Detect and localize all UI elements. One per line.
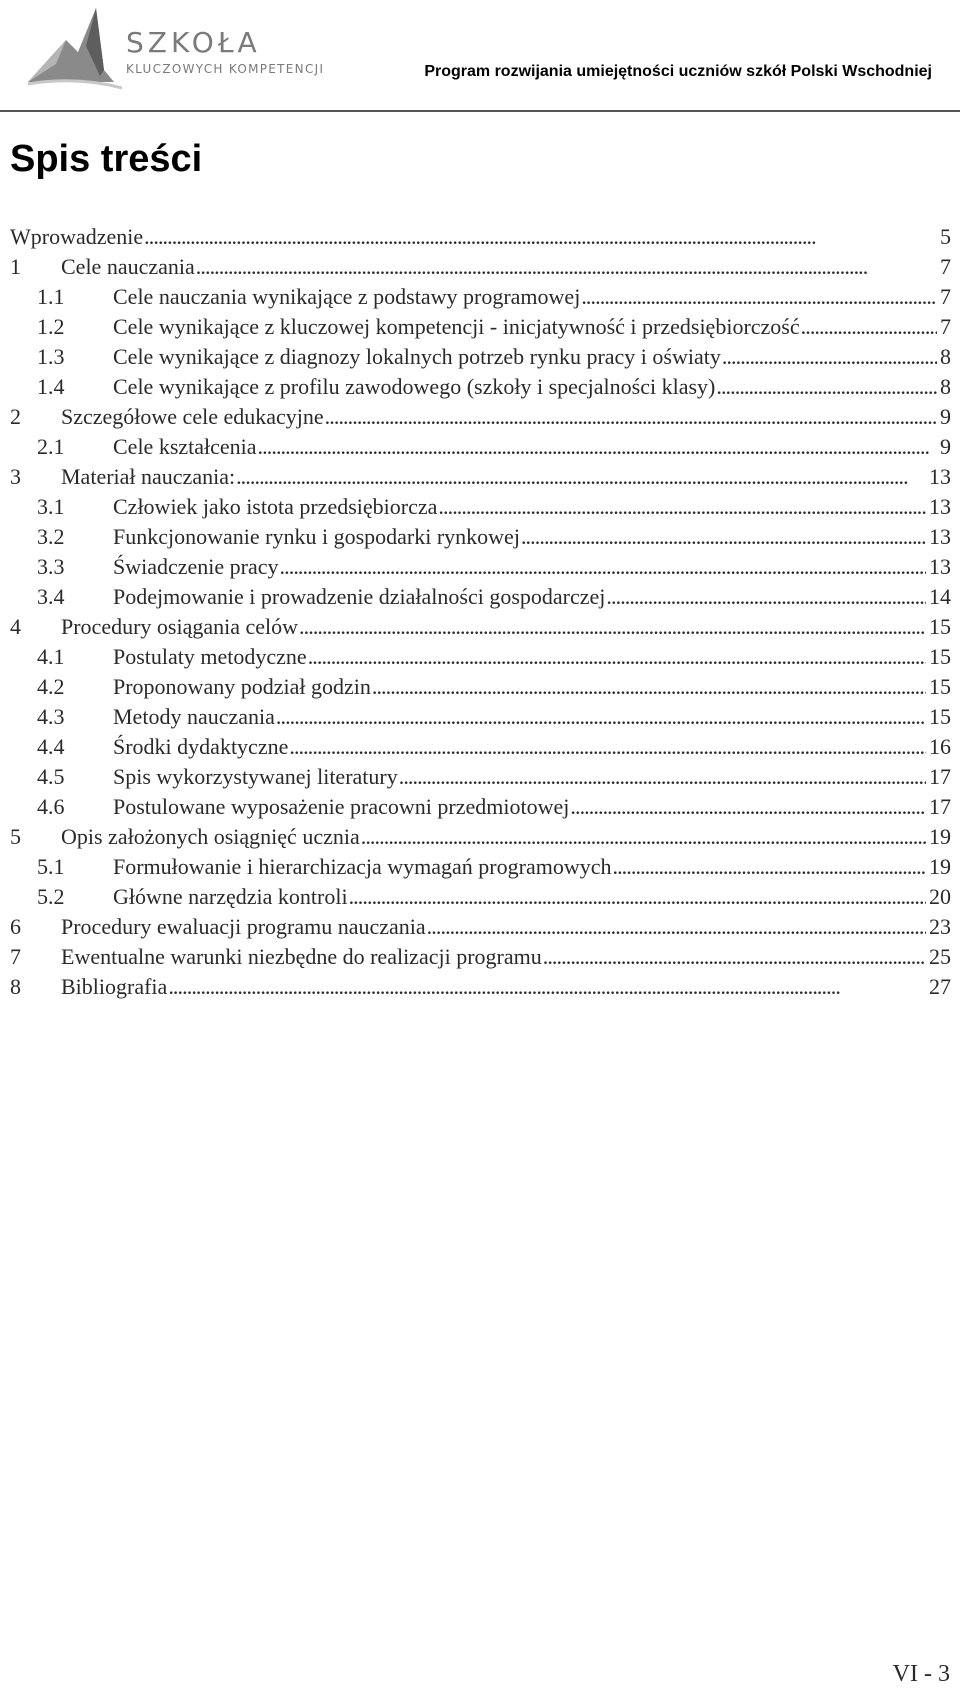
toc-entry-number: 2.1 bbox=[37, 434, 65, 459]
toc-entry[interactable] bbox=[10, 282, 960, 312]
toc-dot-leader bbox=[438, 492, 926, 522]
toc-entry-number: 1.2 bbox=[37, 314, 65, 339]
toc-entry[interactable] bbox=[10, 522, 960, 552]
toc-entry-title: Środki dydaktyczne bbox=[113, 734, 289, 759]
toc-entry-page: 14 bbox=[929, 584, 951, 609]
toc-entry[interactable] bbox=[10, 342, 960, 372]
toc-entry-title: Bibliografia bbox=[61, 974, 168, 999]
toc-entry-number: 3 bbox=[10, 464, 21, 489]
toc-entry-title: Świadczenie pracy bbox=[113, 554, 279, 579]
toc-entry-page: 7 bbox=[940, 314, 951, 339]
mountain-logo-icon bbox=[26, 6, 122, 90]
toc-entry-page: 25 bbox=[929, 944, 951, 969]
toc-title: Spis treści bbox=[10, 138, 203, 180]
toc-entry-page: 9 bbox=[940, 404, 951, 429]
toc-dot-leader bbox=[427, 912, 926, 942]
toc-entry-title: Opis założonych osiągnięć ucznia bbox=[61, 824, 360, 849]
toc-entry-title: Procedury osiągania celów bbox=[61, 614, 299, 639]
toc-entry-title: Procedury ewaluacji programu nauczania bbox=[61, 914, 426, 939]
toc-entry-title: Metody nauczania bbox=[113, 704, 275, 729]
toc-entry-number: 1.3 bbox=[37, 344, 65, 369]
toc-entry[interactable] bbox=[10, 942, 960, 972]
toc-entry[interactable] bbox=[10, 702, 960, 732]
toc-entry-title: Formułowanie i hierarchizacja wymagań programowych bbox=[113, 854, 612, 879]
toc-entry[interactable] bbox=[10, 762, 960, 792]
toc-dot-leader bbox=[570, 792, 926, 822]
toc-entry[interactable] bbox=[10, 732, 960, 762]
toc-dot-leader bbox=[196, 252, 937, 282]
toc-dot-leader bbox=[722, 342, 937, 372]
toc-dot-leader bbox=[325, 402, 937, 432]
toc-entry[interactable] bbox=[10, 852, 960, 882]
toc-entry-page: 17 bbox=[929, 764, 951, 789]
toc-entry[interactable] bbox=[10, 642, 960, 672]
toc-entry-number: 4.6 bbox=[37, 794, 65, 819]
table-of-contents bbox=[10, 222, 960, 1002]
toc-entry-page: 13 bbox=[929, 524, 951, 549]
toc-entry[interactable] bbox=[10, 402, 960, 432]
toc-entry-page: 5 bbox=[940, 224, 951, 249]
program-name: Program rozwijania umiejętności uczniów szkół Polski Wschodniej bbox=[424, 63, 932, 80]
page-header bbox=[0, 0, 960, 112]
toc-entry[interactable] bbox=[10, 462, 960, 492]
toc-entry-page: 13 bbox=[929, 494, 951, 519]
toc-dot-leader bbox=[144, 222, 937, 252]
toc-entry-number: 3.4 bbox=[37, 584, 65, 609]
toc-entry[interactable] bbox=[10, 252, 960, 282]
toc-dot-leader bbox=[372, 672, 926, 702]
toc-entry-page: 15 bbox=[929, 614, 951, 639]
toc-entry-number: 3.1 bbox=[37, 494, 65, 519]
toc-dot-leader bbox=[236, 462, 926, 492]
toc-entry-page: 27 bbox=[929, 974, 951, 999]
toc-entry-page: 20 bbox=[929, 884, 951, 909]
toc-entry[interactable] bbox=[10, 822, 960, 852]
toc-entry[interactable] bbox=[10, 312, 960, 342]
toc-entry-title: Cele wynikające z profilu zawodowego (szkoły i specjalności klasy) bbox=[113, 374, 716, 399]
toc-entry[interactable] bbox=[10, 372, 960, 402]
school-logo bbox=[26, 6, 326, 90]
toc-entry[interactable] bbox=[10, 882, 960, 912]
toc-dot-leader bbox=[606, 582, 926, 612]
toc-entry-number: 2 bbox=[10, 404, 21, 429]
toc-entry-title: Szczegółowe cele edukacyjne bbox=[61, 404, 324, 429]
toc-entry-title: Cele nauczania wynikające z podstawy programowej bbox=[113, 284, 581, 309]
toc-entry[interactable] bbox=[10, 672, 960, 702]
toc-entry-page: 8 bbox=[940, 344, 951, 369]
toc-dot-leader bbox=[168, 972, 926, 1002]
toc-dot-leader bbox=[299, 612, 926, 642]
logo-subtitle: KLUCZOWYCH KOMPETENCJI bbox=[126, 62, 325, 76]
toc-entry-number: 5 bbox=[10, 824, 21, 849]
toc-dot-leader bbox=[280, 552, 926, 582]
toc-entry[interactable] bbox=[10, 432, 960, 462]
toc-dot-leader bbox=[289, 732, 926, 762]
toc-entry-number: 4.1 bbox=[37, 644, 65, 669]
toc-dot-leader bbox=[361, 822, 926, 852]
toc-entry-title: Funkcjonowanie rynku i gospodarki rynkowej bbox=[113, 524, 520, 549]
toc-entry-title: Materiał nauczania: bbox=[61, 464, 236, 489]
toc-entry-number: 4.3 bbox=[37, 704, 65, 729]
toc-dot-leader bbox=[801, 312, 937, 342]
toc-entry-title: Proponowany podział godzin bbox=[113, 674, 371, 699]
toc-entry-number: 7 bbox=[10, 944, 21, 969]
toc-entry-page: 17 bbox=[929, 794, 951, 819]
toc-entry-page: 15 bbox=[929, 704, 951, 729]
toc-entry-number: 4.4 bbox=[37, 734, 65, 759]
toc-entry-number: 3.3 bbox=[37, 554, 65, 579]
toc-entry-page: 16 bbox=[929, 734, 951, 759]
toc-entry-page: 8 bbox=[940, 374, 951, 399]
toc-entry[interactable] bbox=[10, 612, 960, 642]
toc-entry-page: 23 bbox=[929, 914, 951, 939]
toc-entry-number: 4.2 bbox=[37, 674, 65, 699]
toc-entry-number: 6 bbox=[10, 914, 21, 939]
toc-entry[interactable] bbox=[10, 582, 960, 612]
toc-entry-page: 7 bbox=[940, 284, 951, 309]
logo-title: SZKOŁA bbox=[126, 26, 261, 59]
toc-dot-leader bbox=[612, 852, 926, 882]
toc-entry-title: Cele nauczania bbox=[61, 254, 195, 279]
toc-dot-leader bbox=[349, 882, 926, 912]
toc-entry-number: 5.1 bbox=[37, 854, 65, 879]
toc-entry-number: 1.1 bbox=[37, 284, 65, 309]
toc-entry-title: Główne narzędzia kontroli bbox=[113, 884, 348, 909]
toc-entry-title: Podejmowanie i prowadzenie działalności gospodarczej bbox=[113, 584, 606, 609]
toc-entry-page: 15 bbox=[929, 644, 951, 669]
toc-entry[interactable] bbox=[10, 552, 960, 582]
toc-dot-leader bbox=[276, 702, 926, 732]
toc-entry-title: Człowiek jako istota przedsiębiorcza bbox=[113, 494, 438, 519]
toc-entry[interactable] bbox=[10, 222, 960, 252]
toc-entry-title: Postulowane wyposażenie pracowni przedmiotowej bbox=[113, 794, 570, 819]
page-number: VI - 3 bbox=[892, 1661, 950, 1687]
toc-dot-leader bbox=[581, 282, 937, 312]
toc-entry-number: 1.4 bbox=[37, 374, 65, 399]
toc-entry-title: Wprowadzenie bbox=[10, 224, 144, 249]
toc-entry-page: 13 bbox=[929, 464, 951, 489]
toc-dot-leader bbox=[399, 762, 926, 792]
toc-entry-title: Cele wynikające z diagnozy lokalnych potrzeb rynku pracy i oświaty bbox=[113, 344, 721, 369]
toc-entry-page: 7 bbox=[940, 254, 951, 279]
toc-entry[interactable] bbox=[10, 912, 960, 942]
toc-dot-leader bbox=[521, 522, 926, 552]
toc-entry-number: 4.5 bbox=[37, 764, 65, 789]
toc-entry[interactable] bbox=[10, 492, 960, 522]
toc-entry-page: 19 bbox=[929, 824, 951, 849]
toc-entry-number: 3.2 bbox=[37, 524, 65, 549]
toc-entry-title: Postulaty metodyczne bbox=[113, 644, 307, 669]
toc-entry-title: Spis wykorzystywanej literatury bbox=[113, 764, 398, 789]
toc-dot-leader bbox=[258, 432, 937, 462]
toc-entry-title: Cele kształcenia bbox=[113, 434, 257, 459]
toc-entry-number: 1 bbox=[10, 254, 21, 279]
toc-entry-number: 8 bbox=[10, 974, 21, 999]
toc-entry-title: Cele wynikające z kluczowej kompetencji - inicjatywność i przedsiębiorczość bbox=[113, 314, 800, 339]
toc-entry-page: 13 bbox=[929, 554, 951, 579]
toc-entry-title: Ewentualne warunki niezbędne do realizacji programu bbox=[61, 944, 542, 969]
toc-dot-leader bbox=[308, 642, 926, 672]
toc-entry-page: 9 bbox=[940, 434, 951, 459]
toc-entry-page: 15 bbox=[929, 674, 951, 699]
toc-dot-leader bbox=[543, 942, 926, 972]
toc-entry-page: 19 bbox=[929, 854, 951, 879]
toc-dot-leader bbox=[716, 372, 937, 402]
toc-entry[interactable] bbox=[10, 792, 960, 822]
toc-entry-number: 5.2 bbox=[37, 884, 65, 909]
toc-entry-number: 4 bbox=[10, 614, 21, 639]
toc-entry[interactable] bbox=[10, 972, 960, 1002]
